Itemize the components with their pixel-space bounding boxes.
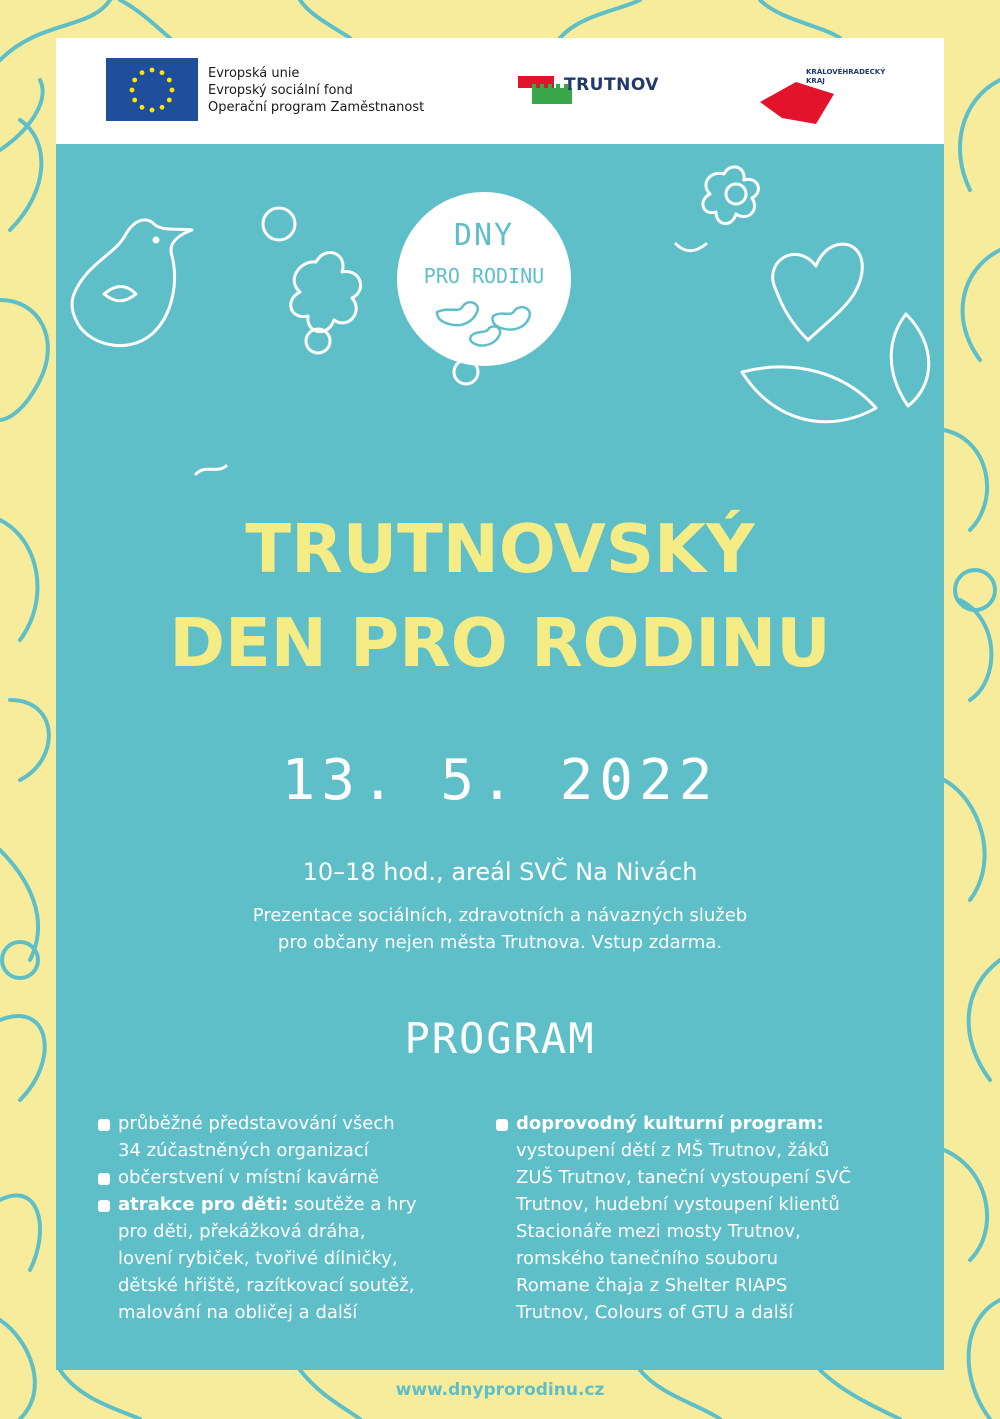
birds-icon [433, 300, 537, 350]
program-left-column [98, 1110, 498, 1326]
description-line: Prezentace sociálních, zdravotních a návazných služeb [252, 905, 748, 926]
item-text: soutěže a hry [288, 1194, 417, 1215]
flower-doodle-icon [703, 167, 759, 224]
item-line: malování na obličej a další [118, 1302, 358, 1323]
bullet-icon [98, 1119, 110, 1131]
time-and-place: 10–18 hod., areál SVČ Na Nivách [302, 858, 698, 886]
program-item [98, 1191, 498, 1326]
item-line: romského tanečního souboru [516, 1248, 778, 1269]
item-bold-label: doprovodný kulturní program: [516, 1113, 824, 1134]
item-line: Romane čhaja z Shelter RIAPS [516, 1275, 788, 1296]
heart-doodle-icon [773, 244, 863, 340]
kraj-line: KRÁLOVÉHRADECKÝ [806, 68, 886, 76]
title-line: DEN PRO RODINU [169, 604, 831, 682]
eu-line: Evropský sociální fond [208, 83, 353, 98]
trutnov-label: TRUTNOV [564, 75, 659, 95]
badge-subtitle: PRO RODINU [423, 264, 545, 288]
bird-doodle-icon [72, 220, 192, 346]
eu-line: Evropská unie [208, 66, 300, 81]
leaf-doodle-icon [891, 314, 929, 406]
eu-line: Operační program Zaměstnanost [208, 100, 425, 115]
circle-doodle-icon [263, 208, 295, 240]
flower-doodle-icon [291, 253, 361, 332]
item-line: pro děti, překážková dráha, [118, 1221, 366, 1242]
bullet-icon [98, 1200, 110, 1212]
bullet-icon [496, 1119, 508, 1131]
program-right-column [496, 1110, 916, 1326]
event-description [56, 902, 944, 956]
kraj-line: KRAJ [806, 77, 825, 85]
item-line: dětské hřiště, razítkovací soutěž, [118, 1275, 415, 1296]
sponsor-header [56, 38, 944, 144]
item-line [516, 1110, 916, 1137]
program-heading: PROGRAM [404, 1014, 596, 1063]
main-panel [56, 144, 944, 1370]
program-item [98, 1110, 498, 1164]
item-line [118, 1191, 498, 1218]
title-line: TRUTNOVSKÝ [245, 510, 755, 588]
item-line: vystoupení dětí z MŠ Trutnov, žáků [516, 1140, 830, 1161]
bullet-icon [98, 1173, 110, 1185]
dny-pro-rodinu-badge [397, 192, 571, 366]
item-line: Stacionáře mezi mosty Trutnov, [516, 1221, 801, 1242]
eu-program-text [208, 65, 424, 116]
badge-title: DNY [453, 218, 515, 253]
eu-flag-icon [106, 58, 198, 121]
website-link[interactable]: www.dnyprorodinu.cz [395, 1380, 605, 1400]
program-item [98, 1164, 498, 1191]
item-line: občerstvení v místní kavárně [118, 1167, 379, 1188]
event-title [56, 502, 944, 690]
program-item [496, 1110, 916, 1326]
item-line: lovení rybiček, tvořivé dílničky, [118, 1248, 398, 1269]
kraj-label [806, 68, 885, 86]
event-date: 13. 5. 2022 [281, 748, 719, 813]
item-line: ZUŠ Trutnov, taneční vystoupení SVČ [516, 1167, 852, 1188]
description-line: pro občany nejen města Trutnova. Vstup zdarma. [277, 932, 723, 953]
item-line: 34 zúčastněných organizací [118, 1140, 369, 1161]
item-bold-label: atrakce pro děti: [118, 1194, 289, 1215]
item-line: průběžné představování všech [118, 1113, 395, 1134]
item-line: Trutnov, hudební vystoupení klientů [516, 1194, 840, 1215]
item-line: Trutnov, Colours of GTU a další [516, 1302, 794, 1323]
